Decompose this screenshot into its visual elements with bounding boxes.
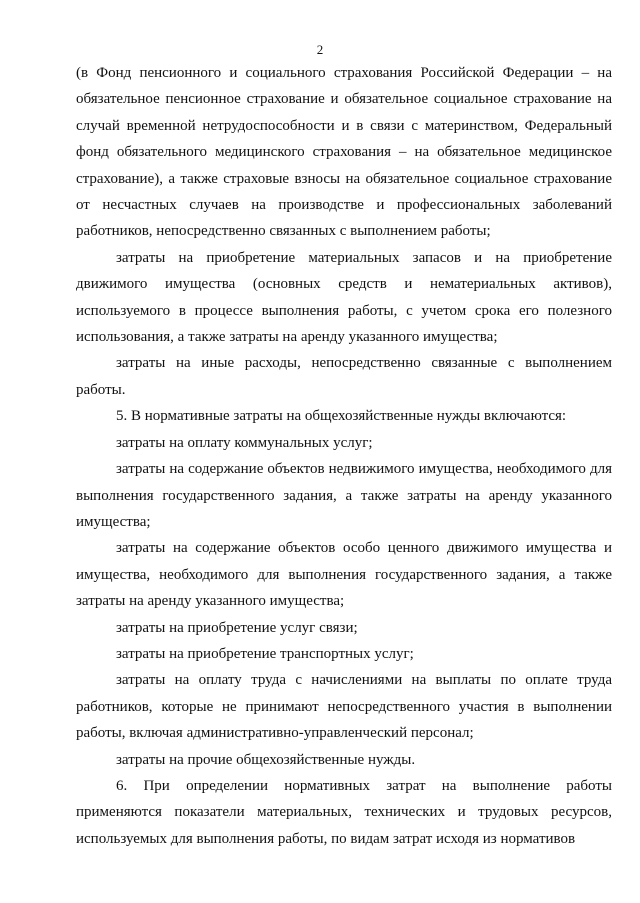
paragraph: затраты на прочие общехозяйственные нужды. bbox=[116, 751, 416, 768]
section-heading-paragraph: 5. В нормативные затраты на общехозяйственные нужды включаются: bbox=[116, 408, 567, 425]
paragraph: затраты на оплату коммунальных услуг; bbox=[116, 434, 373, 451]
page-number: 2 bbox=[316, 42, 324, 57]
paragraph: затраты на оплату труда с начислениями на выплаты по оплате труда работников, которые не принимают непосредственного участия в выполнении работы, включая административно-управленческий персонал; bbox=[76, 672, 612, 742]
paragraph: затраты на приобретение материальных запасов и на приобретение движимого имущества (основных средств и нематериальных активов), используемого в процессе выполнения работы, с учетом срока его полезного использования, а также затраты на аренду указанного имущества; bbox=[76, 249, 612, 346]
document-body bbox=[76, 60, 612, 852]
paragraph: затраты на приобретение транспортных услуг; bbox=[116, 645, 414, 662]
paragraph: затраты на иные расходы, непосредственно связанные с выполнением работы. bbox=[76, 355, 612, 398]
paragraph-continuation: (в Фонд пенсионного и социального страхования Российской Федерации – на обязательное пенсионное страхование и обязательное социальное страхование на случай временной нетрудоспособности и в связи с материнством, Федеральный фонд обязательного медицинского страхования – на обязательное медицинское страхование), а также страховые взносы на обязательное социальное страхование от несчастных случаев на производстве и профессиональных заболеваний работников, непосредственно связанных с выполнением работы; bbox=[76, 65, 612, 240]
paragraph: 6. При определении нормативных затрат на выполнение работы применяются показатели материальных, технических и трудовых ресурсов, используемых для выполнения работы, по видам затрат исходя из нормативов bbox=[76, 777, 612, 847]
paragraph: затраты на приобретение услуг связи; bbox=[116, 619, 358, 636]
paragraph: затраты на содержание объектов особо ценного движимого имущества и имущества, необходимого для выполнения государственного задания, а также затраты на аренду указанного имущества; bbox=[76, 540, 612, 610]
paragraph: затраты на содержание объектов недвижимого имущества, необходимого для выполнения государственного задания, а также затраты на аренду указанного имущества; bbox=[76, 461, 612, 530]
